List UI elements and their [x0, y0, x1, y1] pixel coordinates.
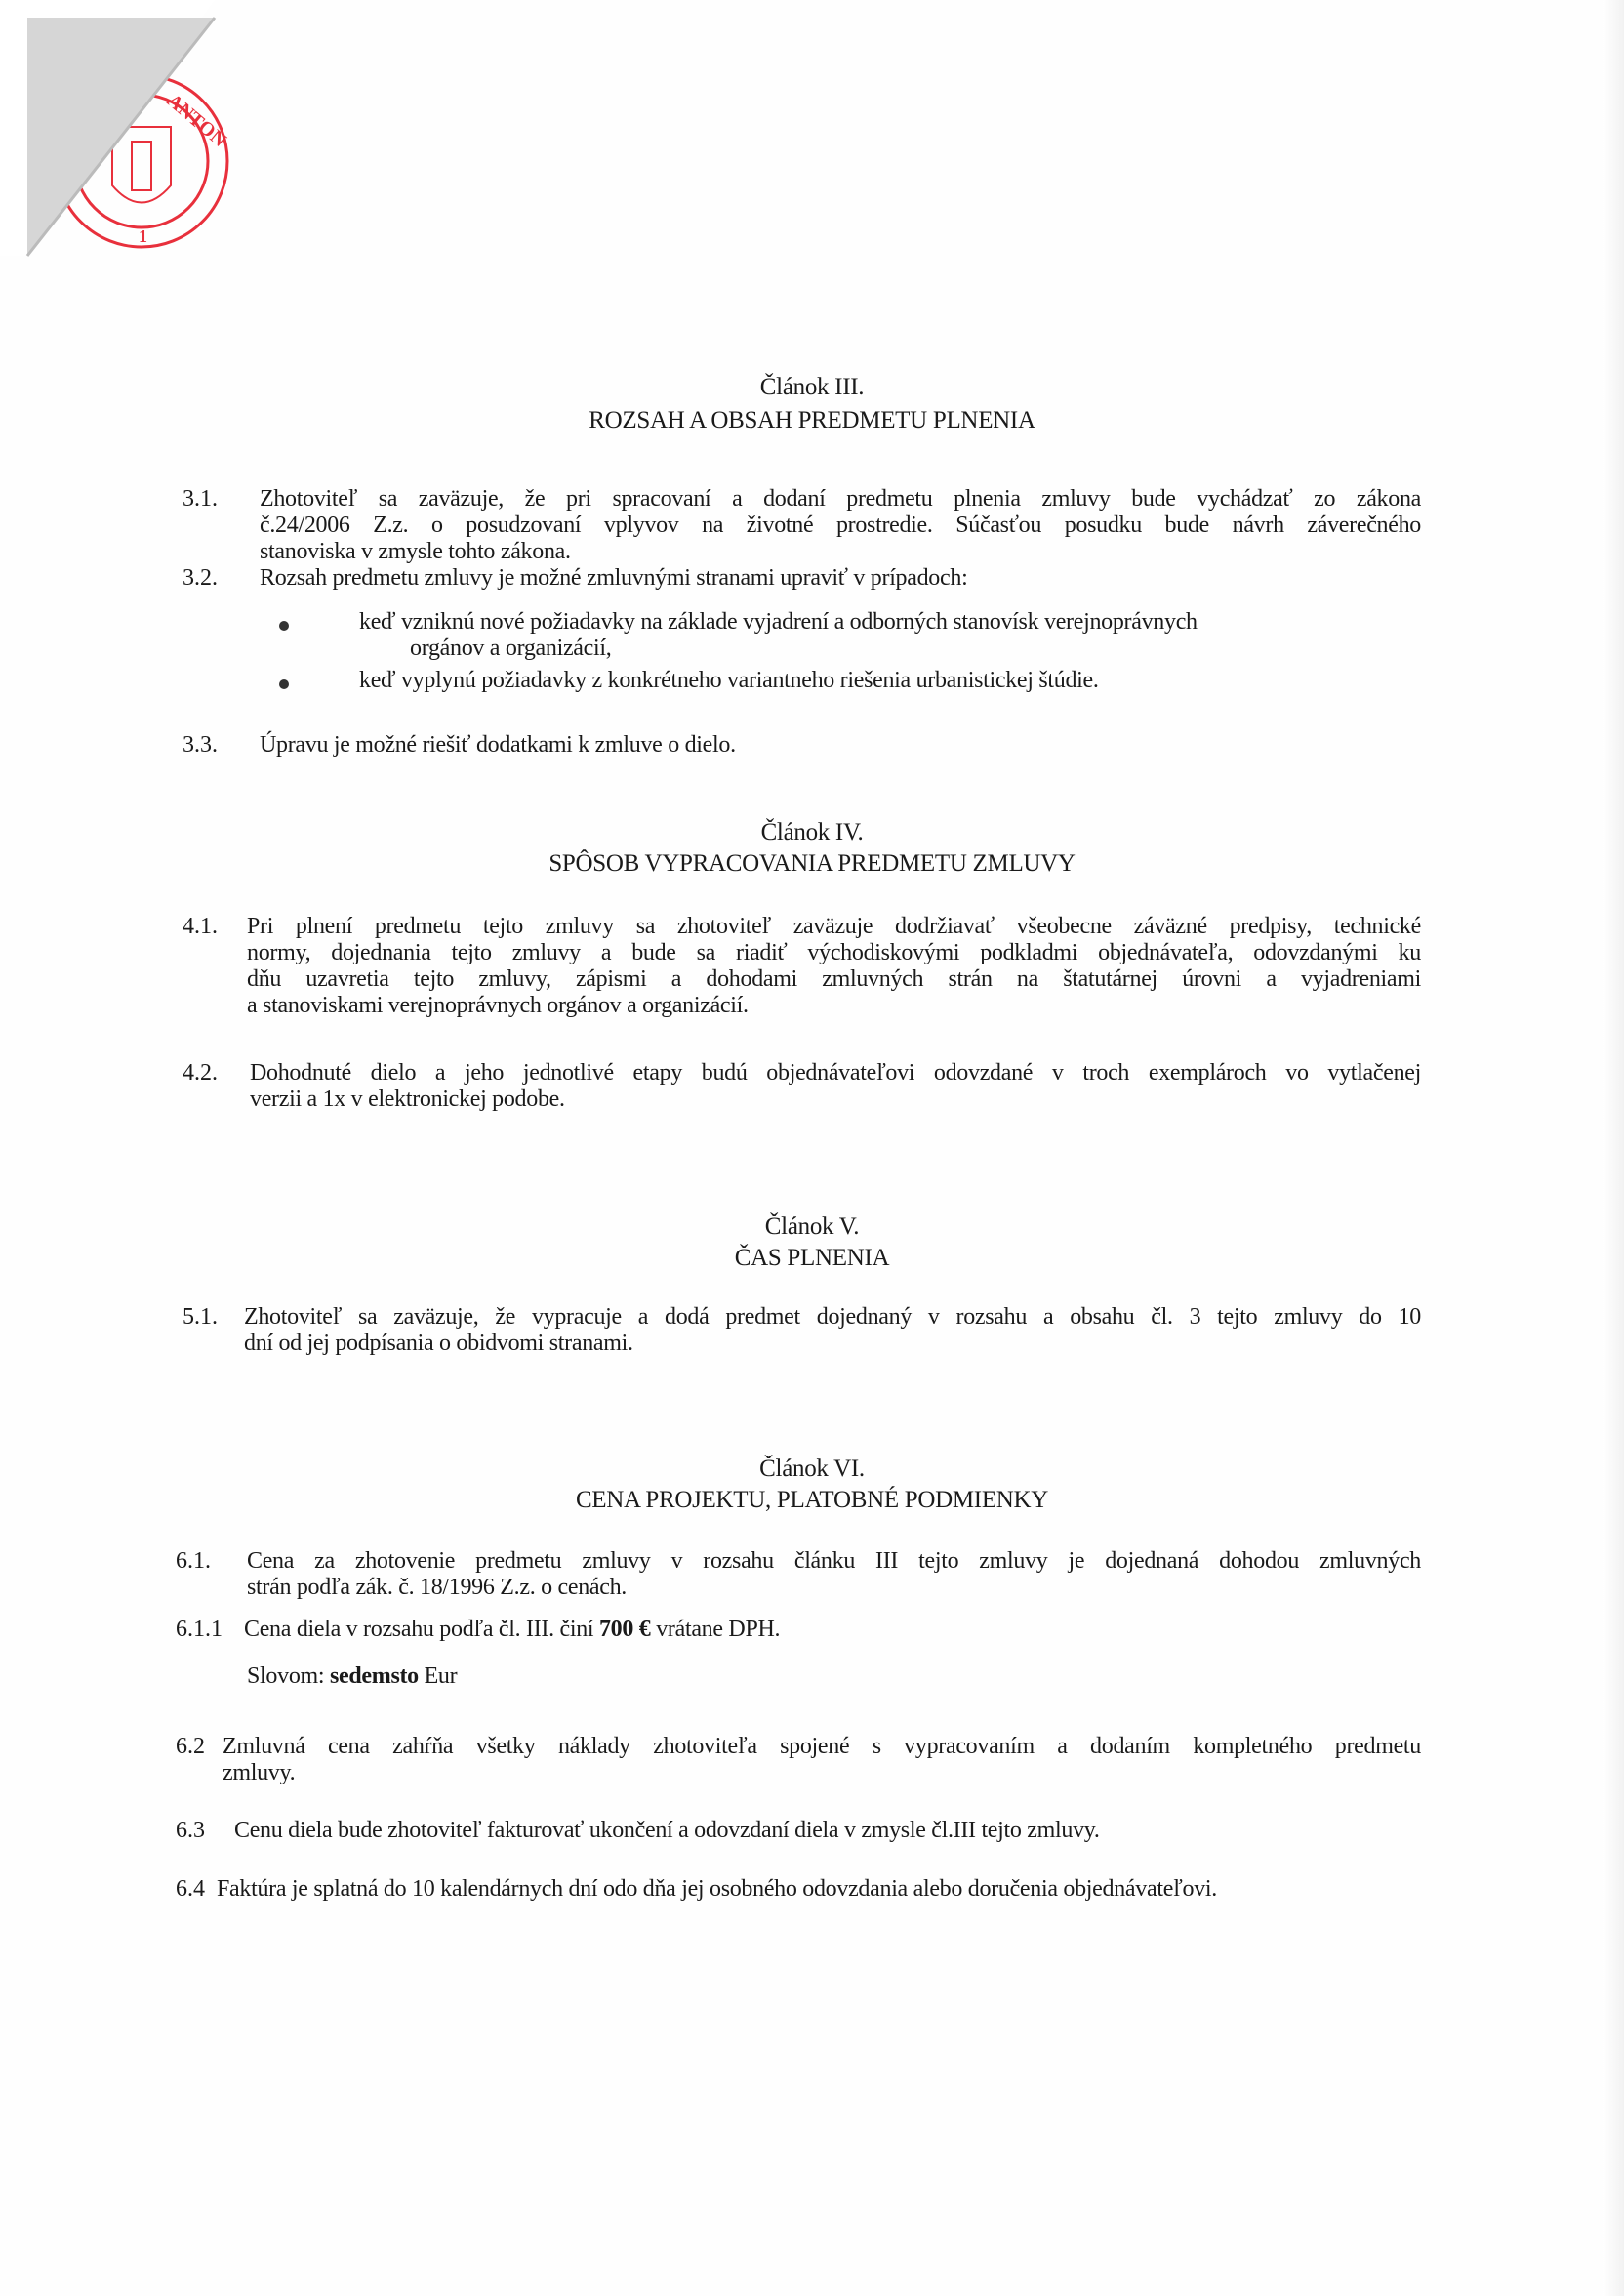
clause-6-3-text: Cenu diela bude zhotoviteľ fakturovať ukončení a odovzdaní diela v zmysle čl.III tejto zmluvy. [234, 1818, 1100, 1843]
clause-6-1-number: 6.1. [176, 1548, 211, 1574]
clause-3-1-text: Zhotoviteľ sa zaväzuje, že pri spracovaní a dodaní predmetu plnenia zmluvy bude vychádzať zo zákona č.24/2006 Z.z. o posudzovaní vplyvov na životné prostredie. Súčasťou posudku bude návrh záverečného stanoviska v zmysle tohto zákona. [260, 486, 1421, 564]
svg-text:1: 1 [139, 226, 147, 246]
article-5-number: Článok V. [764, 1213, 860, 1240]
price-amount: 700 € [598, 1617, 651, 1642]
clause-6-4-number: 6.4 [176, 1876, 205, 1902]
article-4-title: SPÔSOB VYPRACOVANIA PREDMETU ZMLUVY [548, 850, 1076, 877]
clause-3-1-number: 3.1. [183, 486, 218, 512]
page-edge-shadow [1603, 0, 1624, 2296]
folded-corner [0, 0, 224, 264]
clause-6-4-text: Faktúra je splatná do 10 kalendárnych dní odo dňa jej osobného odovzdania alebo doručenia objednávateľovi. [217, 1876, 1217, 1902]
bullet-icon [279, 679, 289, 689]
article-5-title: ČAS PLNENIA [734, 1245, 890, 1271]
clause-6-1-1-text: Cena diela v rozsahu podľa čl. III. činí 700 € vrátane DPH. [244, 1617, 781, 1642]
clause-3-2-bullet-2: keď vyplynú požiadavky z konkrétneho variantneho riešenia urbanistickej štúdie. [359, 668, 1099, 693]
bullet-icon [279, 621, 289, 631]
price-words-value: sedemsto [329, 1663, 419, 1689]
clause-4-1-number: 4.1. [183, 914, 218, 939]
clause-6-2-number: 6.2 [176, 1734, 205, 1759]
article-6-title: CENA PROJEKTU, PLATOBNÉ PODMIENKY [575, 1487, 1049, 1513]
svg-text:ANTON: ANTON [162, 89, 230, 152]
article-6-number: Článok VI. [759, 1456, 865, 1482]
price-in-words: Slovom: sedemsto Eur [247, 1663, 458, 1689]
clause-6-1-1-number: 6.1.1 [176, 1617, 223, 1642]
clause-6-1-text: Cena za zhotovenie predmetu zmluvy v rozsahu článku III tejto zmluvy je dojednaná dohodou zmluvných strán podľa zák. č. 18/1996 Z.z. o cenách. [247, 1548, 1421, 1600]
article-4-number: Článok IV. [760, 819, 864, 845]
clause-6-2-text: Zmluvná cena zahŕňa všetky náklady zhotoviteľa spojené s vypracovaním a dodaním kompletného predmetu zmluvy. [223, 1734, 1421, 1785]
clause-3-2-bullet-1: keď vzniknú nové požiadavky na základe vyjadrení a odborných stanovísk verejnoprávnych orgánov a organizácií, [359, 609, 1198, 661]
clause-4-2-number: 4.2. [183, 1060, 218, 1086]
article-3-title: ROZSAH A OBSAH PREDMETU PLNENIA [589, 407, 1035, 433]
clause-6-3-number: 6.3 [176, 1818, 205, 1843]
clause-5-1-number: 5.1. [183, 1304, 218, 1330]
clause-3-3-text: Úpravu je možné riešiť dodatkami k zmluve o dielo. [260, 732, 736, 758]
clause-3-3-number: 3.3. [183, 732, 218, 758]
clause-3-2-intro: Rozsah predmetu zmluvy je možné zmluvnými stranami upraviť v prípadoch: [260, 565, 968, 591]
clause-5-1-text: Zhotoviteľ sa zaväzuje, že vypracuje a dodá predmet dojednaný v rozsahu a obsahu čl. 3 tejto zmluvy do 10 dní od jej podpísania o obidvomi stranami. [244, 1304, 1421, 1356]
clause-4-1-text: Pri plnení predmetu tejto zmluvy sa zhotoviteľ zaväzuje dodržiavať všeobecne záväzné predpisy, technické normy, dojednania tejto zmluvy a bude sa riadiť východiskovými podkladmi objednávateľa, odovzdanými ku dňu uzavretia tejto zmluvy, zápismi a dohodami zmluvných strán na štatutárnej úrovni a vyjadreniami a stanoviskami verejnoprávnych orgánov a organizácií. [247, 914, 1421, 1018]
clause-4-2-text: Dohodnuté dielo a jeho jednotlivé etapy budú objednávateľovi odovzdané v troch exemplároch vo vytlačenej verzii a 1x v elektronickej podobe. [250, 1060, 1421, 1112]
clause-3-2-number: 3.2. [183, 565, 218, 591]
article-3-number: Článok III. [759, 374, 865, 400]
